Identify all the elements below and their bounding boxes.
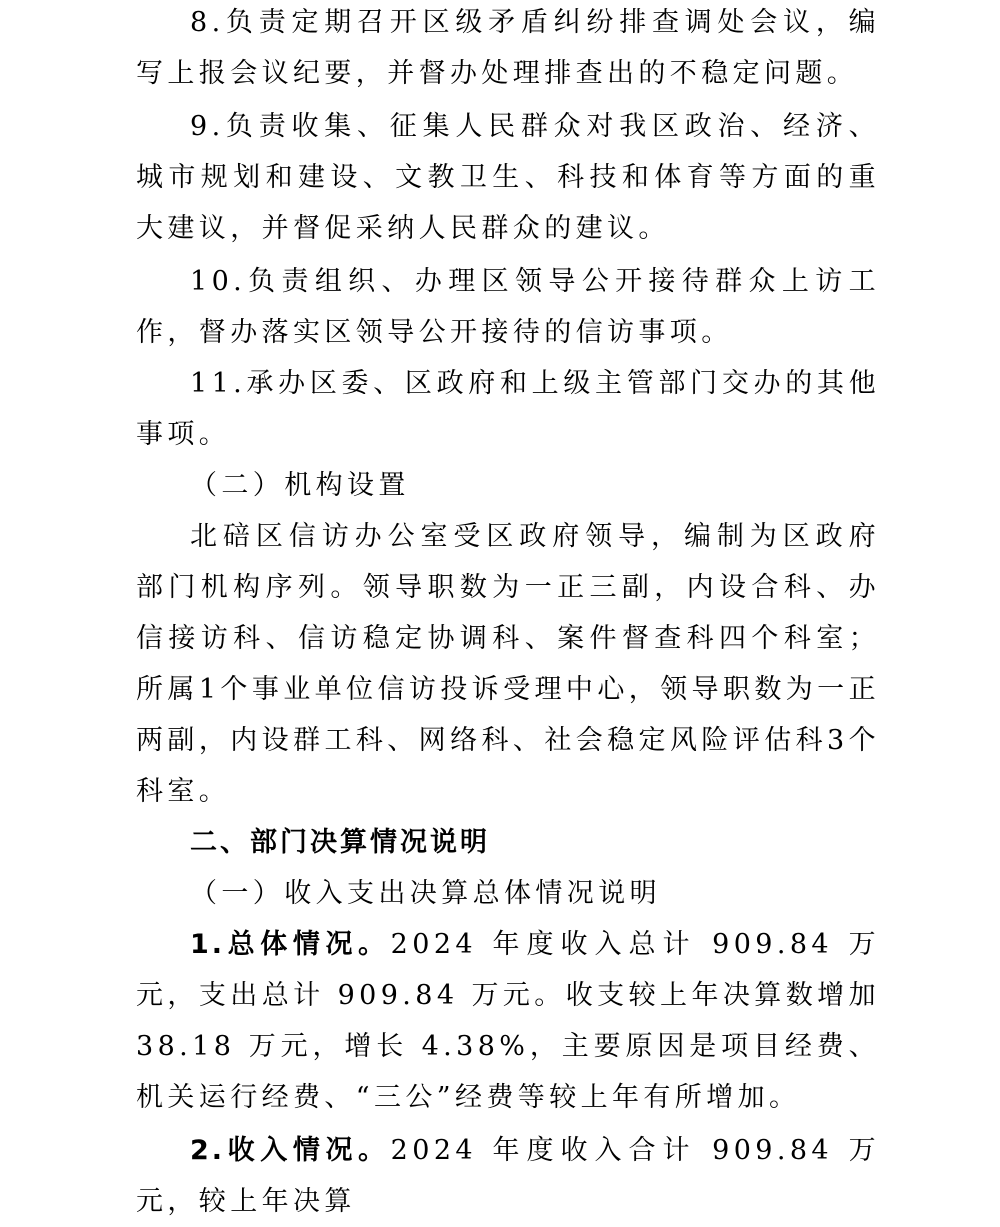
- document-page: [136, 0, 880, 1227]
- item-overall-body: 2024 年度收入总计 909.84 万元，支出总计 909.84 万元。收支较上年决算数增加 38.18 万元，增长 4.38%，主要原因是项目经费、机关运行经费、“三公”经费等较上年有所增加。: [136, 929, 880, 1113]
- section-two-subtitle: （一）收入支出决算总体情况说明: [190, 878, 661, 909]
- item-income-body: 2024 年度收入合计 909.84 万元，较上年决算: [136, 1135, 880, 1217]
- duty-item-11: 11.承办区委、区政府和上级主管部门交办的其他事项。: [136, 368, 880, 450]
- item-overall: [136, 919, 880, 1123]
- duty-item-9: 9.负责收集、征集人民群众对我区政治、经济、城市规划和建设、文教卫生、科技和体育等方面的重大建议，并督促采纳人民群众的建议。: [136, 111, 880, 244]
- section-org-title: （二）机构设置: [190, 470, 410, 501]
- item-income: [136, 1125, 880, 1227]
- duty-item-10: 10.负责组织、办理区领导公开接待群众上访工作，督办落实区领导公开接待的信访事项。: [136, 266, 880, 348]
- duty-item-8: 8.负责定期召开区级矛盾纠纷排查调处会议，编写上报会议纪要，并督办处理排查出的不稳定问题。: [136, 7, 880, 89]
- item-income-lead: 2.收入情况。: [190, 1135, 391, 1166]
- item-overall-lead: 1.总体情况。: [190, 929, 391, 960]
- section-two-title: 二、部门决算情况说明: [190, 827, 490, 858]
- section-org-body: 北碚区信访办公室受区政府领导，编制为区政府部门机构序列。领导职数为一正三副，内设合科、办信接访科、信访稳定协调科、案件督查科四个科室；所属1个事业单位信访投诉受理中心，领导职数为一正两副，内设群工科、网络科、社会稳定风险评估科3个科室。: [136, 521, 880, 807]
